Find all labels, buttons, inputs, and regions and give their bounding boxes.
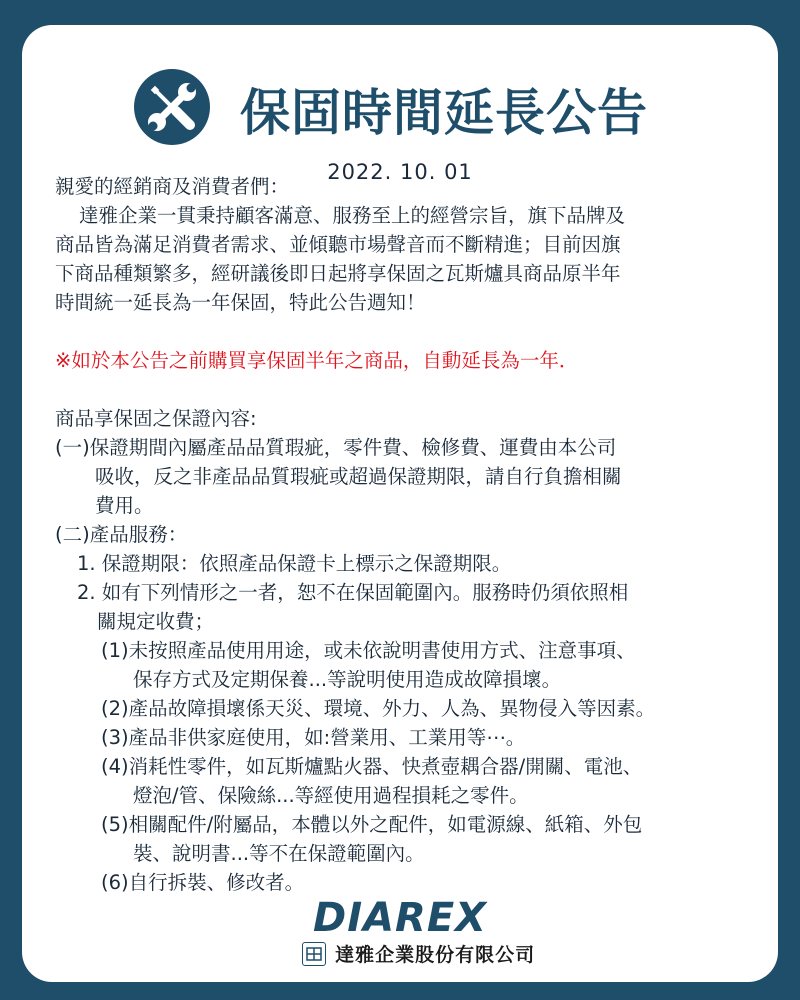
sub-item-4: (4)消耗性零件，如瓦斯爐點火器、快煮壺耦合器/開關、電池、 [101, 755, 643, 778]
company-line [302, 940, 535, 966]
spacer [55, 375, 755, 404]
page-title: 保固時間延長公告 [240, 84, 648, 142]
greeting: 親愛的經銷商及消費者們： [55, 175, 290, 198]
sub-item-2: (2)產品故障損壞係天災、環境、外力、人為、異物侵入等因素。 [101, 697, 656, 720]
sub-item-1-cont: 保存方式及定期保養...等說明使用造成故障損壞。 [133, 668, 562, 691]
brand-logo: DIAREX [312, 895, 487, 941]
wrench-screwdriver-icon [134, 69, 210, 145]
sub-item-3: (3)產品非供家庭使用，如:營業用、工業用等⋯。 [101, 726, 526, 749]
section1-line: 吸收，反之非產品品質瑕疵或超過保證期限，請自行負擔相關 [95, 465, 622, 488]
section1-line: (一)保證期間內屬產品品質瑕疵，零件費、檢修費、運費由本公司 [55, 436, 617, 459]
sub-item-5: (5)相關配件/附屬品，本體以外之配件，如電源線、紙箱、外包 [101, 813, 643, 836]
announcement-date: 2022. 10. 01 [327, 160, 473, 184]
company-seal-icon [302, 942, 326, 966]
announcement-card [22, 25, 778, 982]
section2-item-1: 1. 保證期限：依照產品保證卡上標示之保證期限。 [77, 552, 512, 575]
paragraph-line: 下商品種類繁多，經研議後即日起將享保固之瓦斯爐具商品原半年 [55, 262, 621, 285]
section2-item-2: 2. 如有下列情形之一者，恕不在保固範圍內。服務時仍須依照相 [77, 581, 629, 604]
paragraph-line: 達雅企業一貫秉持顧客滿意、服務至上的經營宗旨，旗下品牌及 [79, 204, 626, 227]
paragraph-line: 商品皆為滿足消費者需求、並傾聽市場聲音而不斷精進；目前因旗 [55, 233, 621, 256]
spacer [55, 317, 755, 346]
paragraph-line: 時間統一延長為一年保固，特此公告週知！ [55, 291, 426, 314]
header [22, 65, 778, 184]
sub-item-6: (6)自行拆裝、修改者。 [101, 871, 305, 894]
extension-notice: ※如於本公告之前購買享保固半年之商品，自動延長為一年． [55, 349, 579, 372]
sub-item-1: (1)未按照產品使用用途，或未依說明書使用方式、注意事項、 [101, 639, 636, 662]
company-name: 達雅企業股份有限公司 [335, 944, 536, 966]
warranty-heading: 商品享保固之保證內容: [55, 407, 257, 430]
sub-item-4-cont: 燈泡/管、保險絲...等經使用過程損耗之零件。 [133, 784, 529, 807]
section2-item-2-cont: 關規定收費； [97, 610, 215, 633]
section1-line: 費用。 [95, 494, 154, 517]
sub-item-5-cont: 裝、說明書...等不在保證範圍內。 [133, 842, 425, 865]
announcement-body [55, 172, 755, 897]
section2-heading: (二)產品服務： [55, 523, 188, 546]
